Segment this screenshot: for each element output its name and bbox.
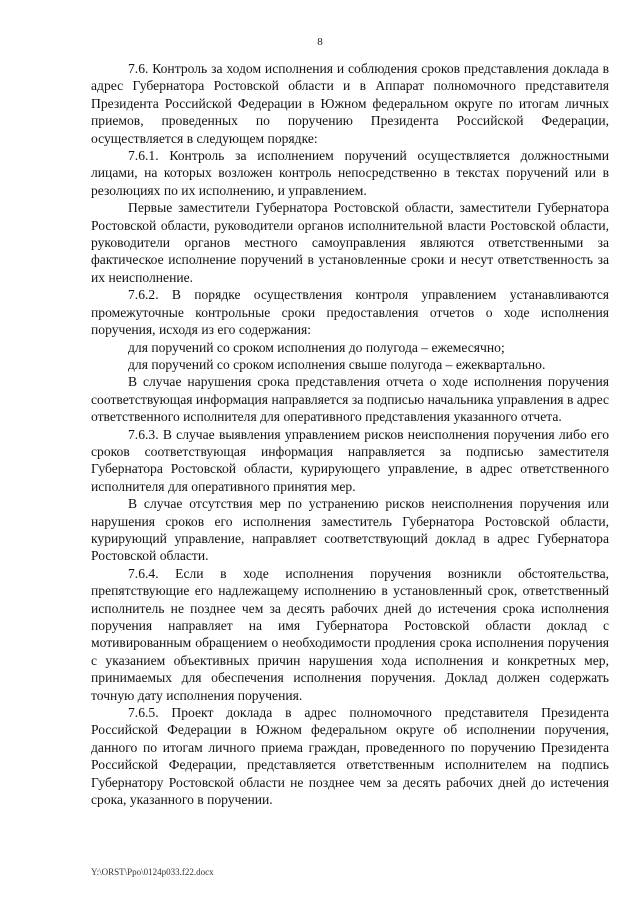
paragraph-quarterly: для поручений со сроком исполнения свыше полугода – ежеквартально. <box>128 356 546 372</box>
paragraph-responsible-officials: Первые заместители Губернатора Ростовской области, заместители Губернатора Ростовской области, руководители органов исполнительной власти Ростовской области, руководители органов местного самоуправления являются ответственными за фактическое исполнение поручений в установленные сроки и несут ответственность за их неисполнение. <box>91 200 609 285</box>
paragraph-7-6: 7.6. Контроль за ходом исполнения и соблюдения сроков представления доклада в адрес Губернатора Ростовской области и в Аппарат полномочного представителя Президента Российской Федерации в Южном федеральном округе по итогам личных приемов, проведенных по поручению Президента Российской Федерации, осуществляется в следующем порядке: <box>91 61 609 146</box>
paragraph-monthly: для поручений со сроком исполнения до полугода – ежемесячно; <box>128 339 505 355</box>
paragraph-risk-report: В случае отсутствия мер по устранению рисков неисполнения поручения или нарушения сроков его исполнения заместитель Губернатора Ростовской области, курирующий управление, направляет соответствующий доклад в адрес Губернатора Ростовской области. <box>91 496 609 564</box>
file-path-footer: Y:\ORST\Ppo\0124p033.f22.docx <box>91 867 214 877</box>
paragraph-7-6-4: 7.6.4. Если в ходе исполнения поручения возникли обстоятельства, препятствующие его надлежащему исполнению в установленный срок, ответственный исполнитель не позднее чем за десять рабочих дней до истечения срока исполнения поручения направляет на имя Губернатора Ростовской области доклад с мотивированным обращением о необходимости продления срока исполнения поручения с указанием объективных причин нарушения хода исполнения и конкретных мер, принимаемых для обеспечения исполнения поручения. Доклад должен содержать точную дату исполнения поручения. <box>91 565 609 703</box>
paragraph-7-6-3: 7.6.3. В случае выявления управлением рисков неисполнения поручения либо его сроков соответствующая информация направляется за подписью заместителя Губернатора Ростовской области, курирующего управление, в адрес ответственного исполнителя для оперативного принятия мер. <box>91 426 609 494</box>
document-body <box>91 60 609 808</box>
paragraph-7-6-2: 7.6.2. В порядке осуществления контроля управлением устанавливаются промежуточные контрольные сроки предоставления отчетов о ходе исполнения поручения, исходя из его содержания: <box>91 287 609 338</box>
paragraph-7-6-1: 7.6.1. Контроль за исполнением поручений осуществляется должностными лицами, на которых возложен контроль непосредственно в текстах поручений или в резолюциях по их исполнению, и управлением. <box>91 148 609 198</box>
paragraph-report-violation: В случае нарушения срока представления отчета о ходе исполнения поручения соответствующая информация направляется за подписью начальника управления в адрес ответственного исполнителя для оперативного представления указанного отчета. <box>91 374 609 425</box>
page-number: 8 <box>317 36 323 48</box>
paragraph-7-6-5: 7.6.5. Проект доклада в адрес полномочного представителя Президента Российской Федерации в Южном федеральном округе об исполнении поручения, данного по итогам личного приема граждан, проведенного по поручению Президента Российской Федерации, представляется ответственным исполнителем на подпись Губернатору Ростовской области не позднее чем за десять рабочих дней до истечения срока, указанного в поручении. <box>91 705 609 808</box>
